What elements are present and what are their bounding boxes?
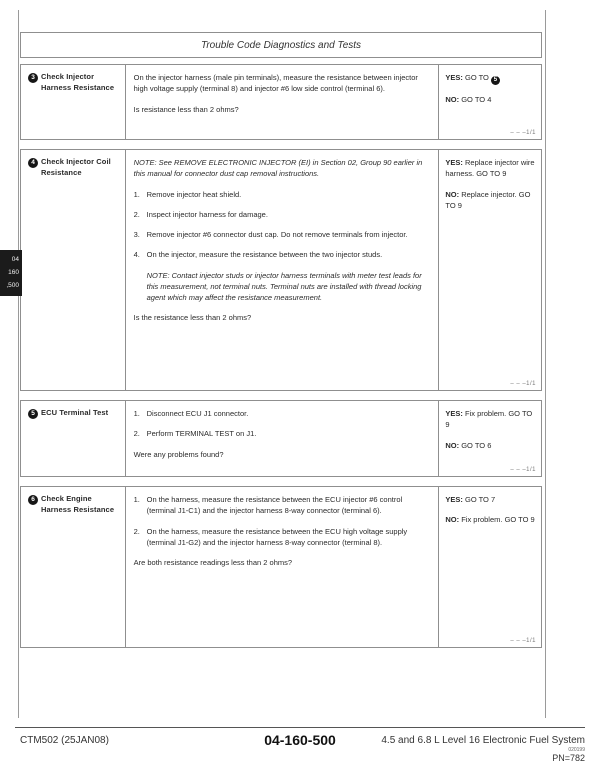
procedure-note: NOTE: See REMOVE ELECTRONIC INJECTOR (EI) in Section 02, Group 90 earlier in this manual for connector dust cap removal instructions. <box>133 158 423 179</box>
procedure-question: Is the resistance less than 2 ohms? <box>133 313 252 323</box>
no-result <box>445 514 535 525</box>
procedure-list-item <box>134 189 431 200</box>
procedure-question: Were any problems found? <box>133 449 224 459</box>
no-text: GO TO 4 <box>461 95 492 104</box>
footer-pn: PN=782 <box>552 753 585 763</box>
yes-text: GO TO 7 <box>464 495 496 504</box>
step-row-check-engine-harness-resistance <box>20 486 542 648</box>
yes-result <box>445 408 535 431</box>
page-header-title: Trouble Code Diagnostics and Tests <box>200 39 362 51</box>
no-result <box>445 189 535 212</box>
step-number-badge: 4 <box>28 158 38 168</box>
step-label-cell <box>21 487 126 647</box>
list-item-number: 1. <box>133 495 140 504</box>
yes-label: YES: <box>445 495 463 504</box>
yes-text: Replace injector wire harness. GO TO 9 <box>445 158 535 179</box>
step-label-cell <box>21 65 126 139</box>
goto-step-badge: 5 <box>491 76 500 85</box>
continuation-marker: – – –1/1 <box>510 638 536 644</box>
step-title: Check Injector Coil Resistance <box>41 157 111 177</box>
continuation-marker: – – –1/1 <box>510 467 536 473</box>
list-item-text: Inspect injector harness for damage. <box>146 209 268 219</box>
step-result-cell <box>439 487 541 647</box>
step-row-check-injector-coil-resistance <box>20 149 542 391</box>
no-text: GO TO 6 <box>461 440 492 450</box>
list-item-number: 2. <box>133 526 140 536</box>
procedure-list-item <box>134 408 431 419</box>
step-row-check-injector-harness-resistance <box>20 64 542 140</box>
page-margin-line-right <box>545 10 546 718</box>
page-margin-line-left <box>18 10 19 718</box>
step-procedure-cell <box>126 150 440 390</box>
list-item-number: 1. <box>133 409 140 418</box>
procedure-paragraph: On the injector harness (male pin terminals), measure the resistance between injector high voltage supply (terminal 8) and injector #6 low side control (terminal 6). <box>133 73 418 94</box>
step-result-cell <box>439 401 541 476</box>
yes-result <box>445 494 535 505</box>
procedure-list-item <box>134 229 431 240</box>
step-title: Check Engine Harness Resistance <box>41 494 115 514</box>
procedure-list-item <box>134 249 431 260</box>
list-item-number: 2. <box>133 209 140 219</box>
list-item-text: Remove injector heat shield. <box>146 189 242 199</box>
step-title: Check Injector Harness Resistance <box>41 72 115 92</box>
list-item-text: On the harness, measure the resistance between the ECU injector #6 control (terminal J1-C1) and the injector harness 8-way connector (terminal 6). <box>146 495 403 516</box>
list-item-text: On the injector, measure the resistance between the two injector studs. <box>146 250 383 260</box>
procedure-list-item <box>134 526 431 549</box>
step-label-cell <box>21 401 126 476</box>
footer-rule <box>15 727 585 728</box>
step-procedure-cell <box>126 65 440 139</box>
step-number-badge: 3 <box>28 73 38 83</box>
procedure-list-item <box>134 494 431 517</box>
footer-print-code: 020199 <box>568 747 585 753</box>
yes-label: YES: <box>445 73 463 82</box>
yes-result <box>445 72 535 85</box>
list-item-number: 2. <box>133 429 140 439</box>
footer-page-number: 04-160-500 <box>264 732 336 748</box>
yes-label: YES: <box>445 409 463 418</box>
continuation-marker: – – –1/1 <box>510 381 536 387</box>
page-header <box>20 32 542 58</box>
procedure-list-item <box>134 428 431 439</box>
list-item-text: Perform TERMINAL TEST on J1. <box>146 429 257 439</box>
step-result-cell <box>439 150 541 390</box>
page-edge-tab-line: 160 <box>8 269 19 276</box>
no-label: NO: <box>445 515 460 525</box>
page-edge-tab-line: ,500 <box>6 282 19 289</box>
no-text: Fix problem. GO TO 9 <box>461 515 535 525</box>
page-edge-tab <box>0 250 22 296</box>
yes-result <box>445 157 535 180</box>
no-result <box>445 94 535 105</box>
procedure-note-indented: NOTE: Contact injector studs or injector harness terminals with meter test leads for this measurement, not terminal nuts. Terminal nuts are installed with thread locking agent which may affect the resistance measurement. <box>146 270 422 302</box>
footer-manual-id: CTM502 (25JAN08) <box>20 735 109 746</box>
no-label: NO: <box>445 189 460 199</box>
yes-text: GO TO <box>464 73 489 82</box>
list-item-number: 3. <box>133 230 140 239</box>
no-label: NO: <box>445 440 460 450</box>
yes-text: Fix problem. GO TO 9 <box>445 409 533 430</box>
step-procedure-cell <box>126 401 440 476</box>
yes-label: YES: <box>445 158 463 167</box>
continuation-marker: – – –1/1 <box>510 130 536 136</box>
page-edge-tab-line: 04 <box>11 256 19 263</box>
procedure-question: Are both resistance readings less than 2 ohms? <box>133 558 293 567</box>
no-text: Replace injector. GO TO 9 <box>445 189 531 210</box>
step-label-cell <box>21 150 126 390</box>
step-result-cell <box>439 65 541 139</box>
no-result <box>445 440 535 451</box>
page-content <box>20 32 542 648</box>
procedure-question: Is resistance less than 2 ohms? <box>133 104 239 114</box>
list-item-text: Disconnect ECU J1 connector. <box>146 409 249 418</box>
list-item-text: Remove injector #6 connector dust cap. Do not remove terminals from injector. <box>146 230 408 239</box>
step-number-badge: 5 <box>28 409 38 419</box>
list-item-text: On the harness, measure the resistance between the ECU high voltage supply (terminal J1-G2) and the injector harness 8-way connector (terminal 8). <box>146 526 408 547</box>
step-number-badge: 6 <box>28 495 38 505</box>
step-title: ECU Terminal Test <box>41 408 109 417</box>
no-label: NO: <box>445 95 460 104</box>
footer-section-title: 4.5 and 6.8 L Level 16 Electronic Fuel System <box>381 735 585 746</box>
step-row-ecu-terminal-test <box>20 400 542 477</box>
list-item-number: 4. <box>133 250 140 260</box>
procedure-list-item <box>134 209 431 220</box>
list-item-number: 1. <box>133 189 140 199</box>
step-procedure-cell <box>126 487 440 647</box>
